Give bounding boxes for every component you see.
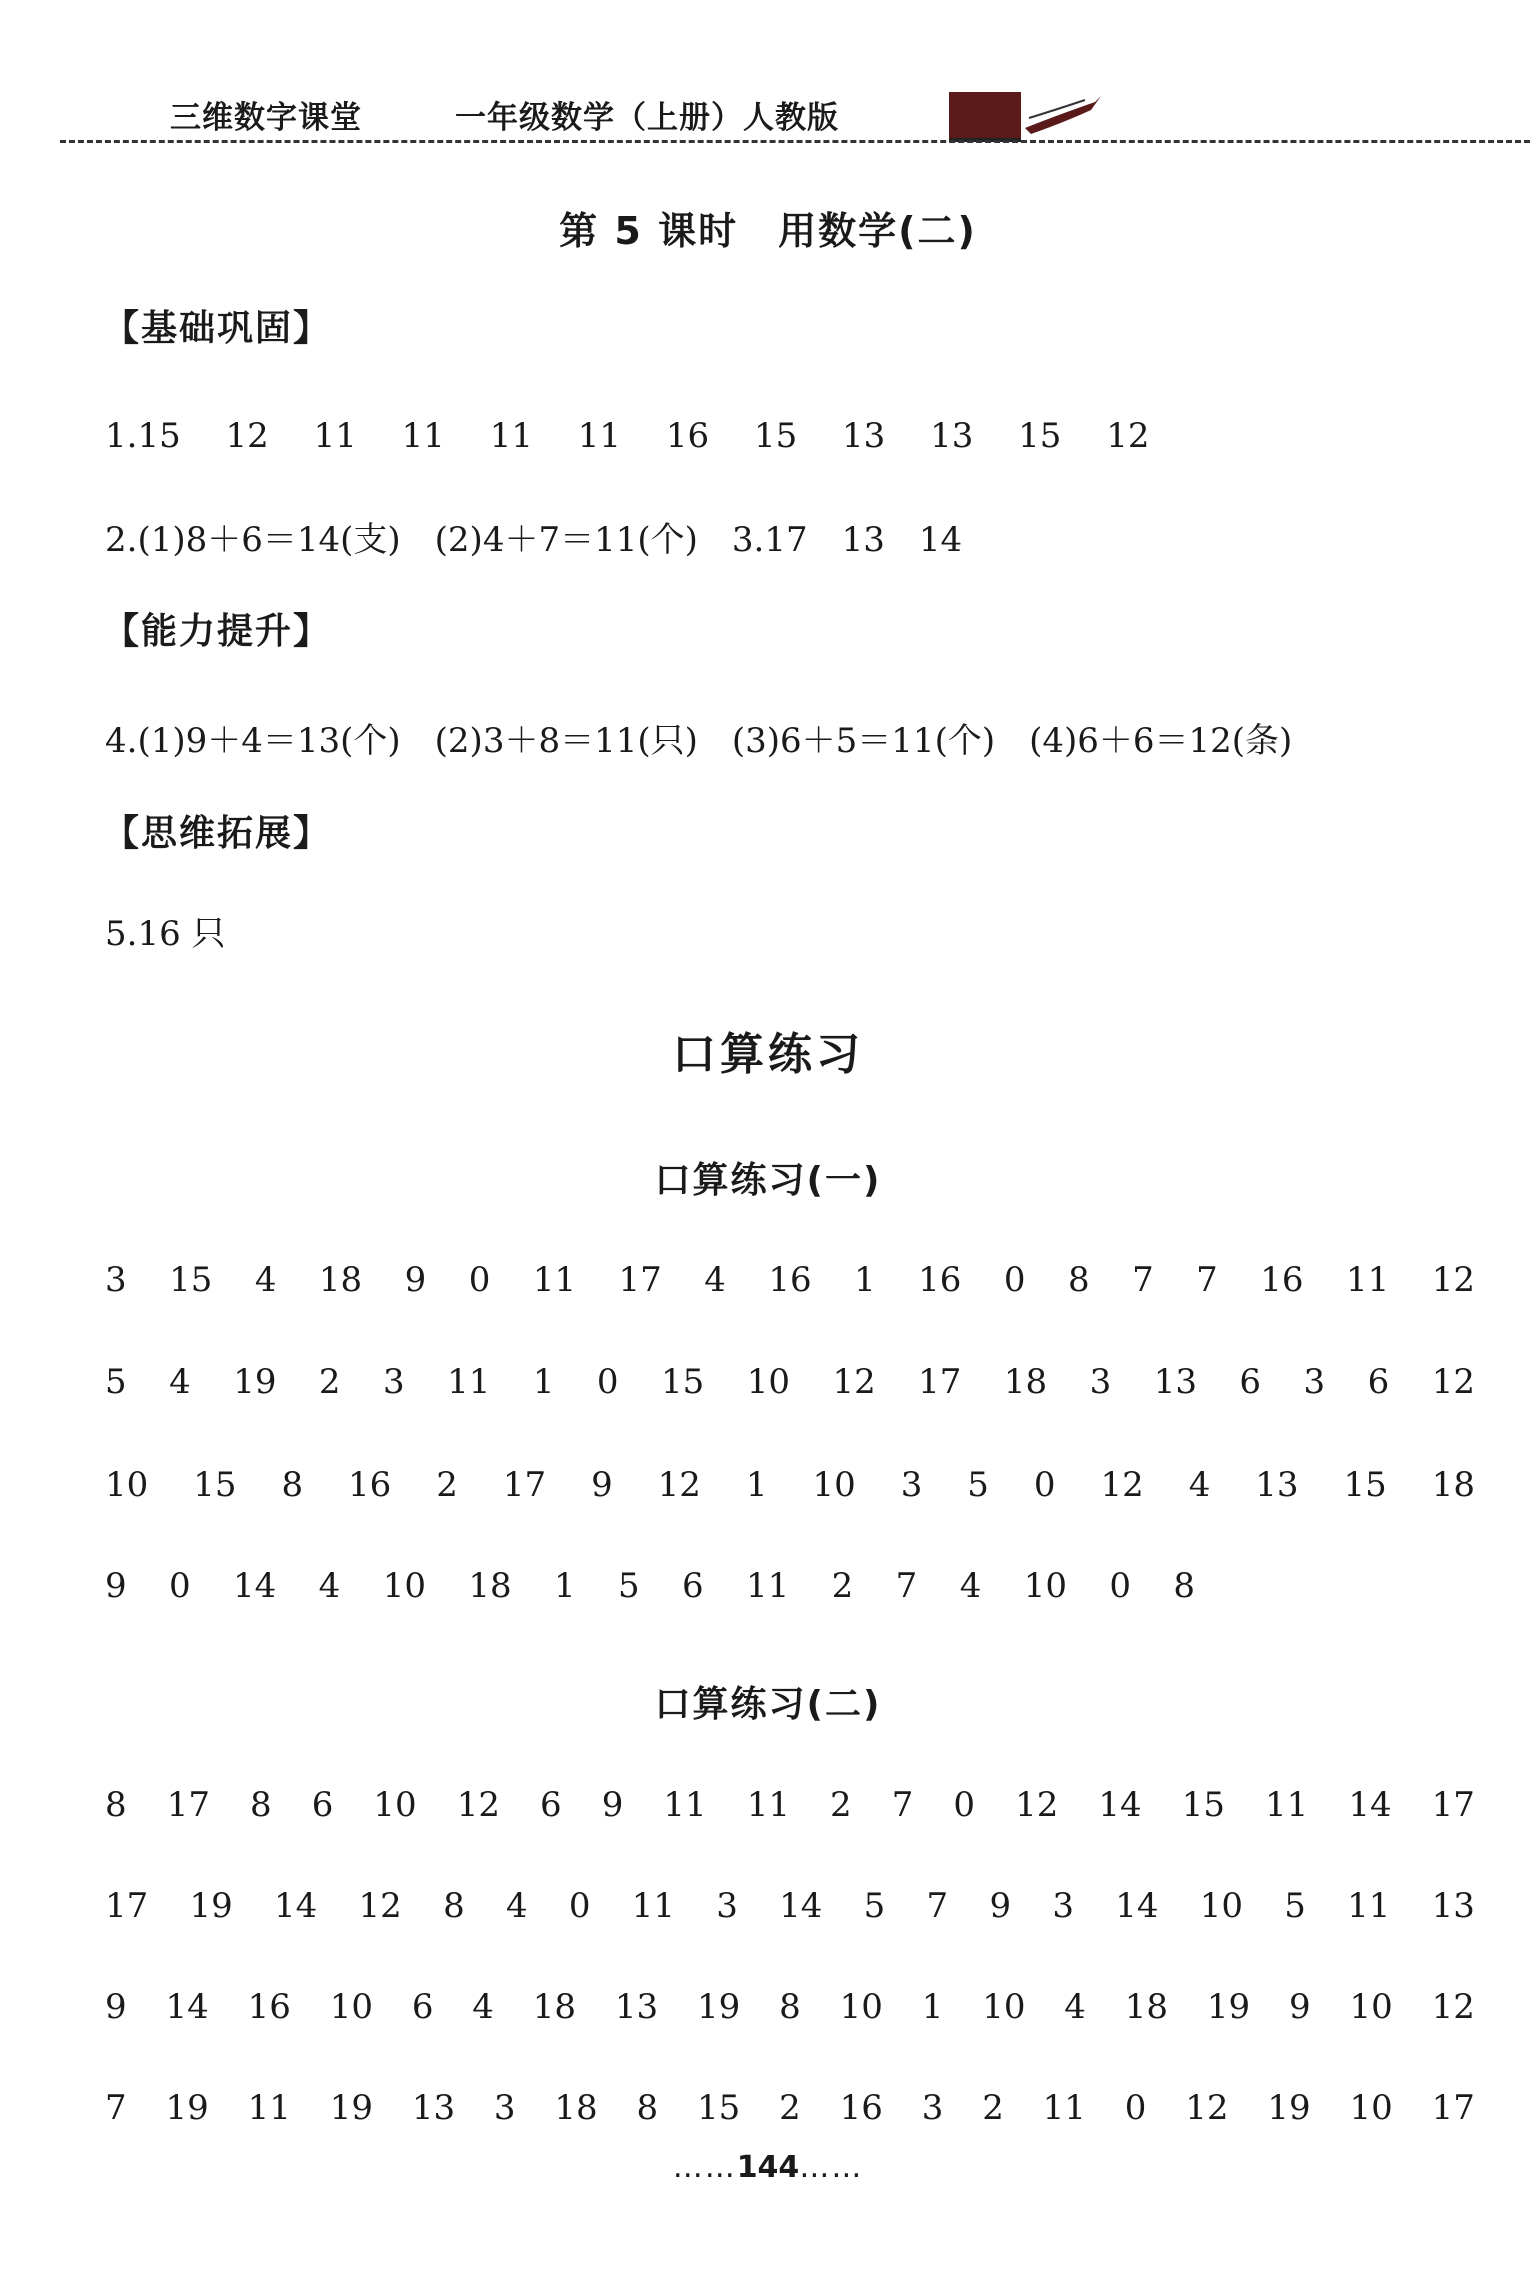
section-thinking: 【思维拓展】: [103, 813, 332, 854]
oral-answer: 14: [1098, 1785, 1142, 1825]
answer-q2-q3: 2.(1)8＋6＝14(支) (2)4＋7＝11(个) 3.17 13 14: [105, 520, 963, 560]
oral-answer: 9: [105, 1566, 127, 1606]
oral-answer: 11: [663, 1785, 707, 1825]
oral-answer: 17: [1431, 1785, 1475, 1825]
oral-answer: 12: [1431, 1260, 1475, 1300]
answer-q4: 4.(1)9＋4＝13(个) (2)3＋8＝11(只) (3)6＋5＝11(个) (4)6＋6＝12(条): [105, 721, 1293, 761]
oral-answer: 1: [921, 1987, 944, 2027]
oral-answer: 1: [854, 1260, 876, 1300]
oral-answer: 5: [967, 1465, 989, 1505]
oral-practice-title: 口算练习: [672, 1029, 864, 1080]
oral-answer: 19: [233, 1362, 277, 1402]
oral-answer: 16: [247, 1987, 291, 2027]
oral-answer: 11: [247, 2088, 291, 2128]
oral1-row-1: [105, 1258, 1475, 1302]
oral-answer: 12: [832, 1362, 876, 1402]
oral-answer: 12: [1015, 1785, 1059, 1825]
oral-answer: 9: [601, 1785, 624, 1825]
oral-answer: 11: [1265, 1785, 1309, 1825]
oral-answer: 4: [254, 1260, 277, 1300]
oral-answer: 6: [682, 1566, 704, 1606]
oral-answer: 8: [250, 1785, 272, 1825]
oral-answer: 10: [812, 1465, 856, 1505]
oral-answer: 17: [105, 1886, 149, 1926]
oral1-row-2: [105, 1360, 1475, 1404]
oral-answer: 7: [926, 1886, 949, 1926]
oral-answer: 6: [311, 1785, 334, 1825]
oral-answer: 6: [540, 1785, 562, 1825]
oral-answer: 16: [348, 1465, 392, 1505]
oral-answer: 14: [233, 1566, 277, 1606]
oral-answer: 3: [921, 2088, 944, 2128]
oral-answer: 13: [1153, 1362, 1197, 1402]
oral-answer: 6: [1239, 1362, 1262, 1402]
oral-answer: 12: [1431, 1362, 1475, 1402]
oral-answer: 14: [274, 1886, 318, 1926]
oral-answer: 4: [169, 1362, 191, 1402]
oral-answer: 19: [1267, 2088, 1311, 2128]
oral-answer: 13: [1431, 1886, 1475, 1926]
oral-answer: 2: [831, 1566, 854, 1606]
rocket-logo-icon: [945, 88, 1105, 148]
oral-answer: 16: [1260, 1260, 1304, 1300]
oral-answer: 19: [329, 2088, 373, 2128]
oral2-row-4: [105, 2086, 1475, 2130]
oral-answer: 0: [468, 1260, 491, 1300]
oral-answer: 7: [105, 2088, 127, 2128]
oral-answer: 4: [959, 1566, 982, 1606]
oral-answer: 8: [636, 2088, 659, 2128]
header-divider: [60, 140, 1530, 143]
oral-answer: 11: [631, 1886, 675, 1926]
oral-answer: 11: [746, 1566, 790, 1606]
oral-practice-2-title: 口算练习(二): [654, 1684, 882, 1725]
oral-answer: 13: [614, 1987, 659, 2027]
oral-answer: 16: [918, 1260, 962, 1300]
oral-answer: 15: [697, 2088, 741, 2128]
oral-answer: 9: [591, 1465, 613, 1505]
oral2-row-1: [105, 1783, 1475, 1827]
oral-answer: 19: [697, 1987, 741, 2027]
oral-answer: 0: [1109, 1566, 1131, 1606]
oral-answer: 3: [1052, 1886, 1074, 1926]
oral-answer: 0: [1124, 2088, 1147, 2128]
oral-answer: 11: [532, 1260, 577, 1300]
oral-answer: 14: [779, 1886, 823, 1926]
oral-answer: 18: [554, 2088, 598, 2128]
oral-answer: 12: [1431, 1987, 1475, 2027]
oral-answer: 17: [918, 1362, 962, 1402]
oral-practice-1-title: 口算练习(一): [654, 1160, 882, 1201]
oral-answer: 9: [989, 1886, 1012, 1926]
oral-answer: 0: [596, 1362, 619, 1402]
oral-answer: 3: [493, 2088, 516, 2128]
oral-answer: 1: [553, 1566, 576, 1606]
oral-answer: 2: [779, 2088, 801, 2128]
oral-answer: 6: [1367, 1362, 1390, 1402]
oral-answer: 11: [1345, 1260, 1390, 1300]
oral-answer: 10: [373, 1785, 417, 1825]
oral-answer: 18: [532, 1987, 577, 2027]
oral-answer: 4: [318, 1566, 341, 1606]
oral-answer: 4: [1064, 1987, 1086, 2027]
oral-answer: 5: [617, 1566, 640, 1606]
oral-answer: 9: [1289, 1987, 1311, 2027]
oral-answer: 17: [166, 1785, 210, 1825]
oral-answer: 3: [716, 1886, 738, 1926]
oral-answer: 13: [1255, 1465, 1299, 1505]
oral-answer: 18: [468, 1566, 512, 1606]
oral-answer: 11: [1347, 1886, 1391, 1926]
oral-answer: 12: [1100, 1465, 1144, 1505]
oral-answer: 4: [1188, 1465, 1211, 1505]
oral-answer: 5: [1284, 1886, 1306, 1926]
oral-answer: 11: [1042, 2088, 1086, 2128]
oral-answer: 10: [329, 1987, 373, 2027]
oral1-row-3: [105, 1463, 1475, 1507]
page-dots-left: ……: [672, 2150, 737, 2185]
page-number: [0, 2150, 1536, 2185]
oral-answer: 8: [443, 1886, 465, 1926]
oral-answer: 3: [900, 1465, 923, 1505]
oral-answer: 10: [1199, 1886, 1243, 1926]
section-basic: 【基础巩固】: [103, 308, 332, 349]
oral-answer: 10: [982, 1987, 1026, 2027]
oral-answer: 19: [189, 1886, 233, 1926]
oral2-row-3: [105, 1985, 1475, 2029]
oral-answer: 13: [411, 2088, 456, 2128]
oral-answer: 10: [1023, 1566, 1067, 1606]
oral-answer: 14: [1115, 1886, 1159, 1926]
oral-answer: 16: [839, 2088, 883, 2128]
oral-answer: 0: [1033, 1465, 1056, 1505]
oral-answer: 19: [165, 2088, 209, 2128]
oral-answer: 10: [105, 1465, 149, 1505]
oral-answer: 10: [746, 1362, 790, 1402]
oral-answer: 18: [1003, 1362, 1048, 1402]
oral-answer: 12: [358, 1886, 402, 1926]
oral-answer: 18: [1431, 1465, 1475, 1505]
oral-answer: 0: [568, 1886, 591, 1926]
oral-answer: 7: [1196, 1260, 1218, 1300]
oral-answer: 3: [383, 1362, 405, 1402]
page-header: [0, 0, 1536, 160]
oral-answer: 19: [1206, 1987, 1251, 2027]
oral-answer: 15: [1343, 1465, 1387, 1505]
oral-answer: 9: [105, 1987, 127, 2027]
section-ability: 【能力提升】: [103, 611, 332, 652]
oral-answer: 8: [281, 1465, 304, 1505]
oral-answer: 8: [1173, 1566, 1195, 1606]
page-number-value: 144: [736, 2150, 800, 2185]
oral-answer: 3: [1089, 1362, 1112, 1402]
oral-answer: 15: [193, 1465, 237, 1505]
oral-answer: 17: [1431, 2088, 1475, 2128]
oral-answer: 15: [1181, 1785, 1225, 1825]
oral-answer: 10: [1349, 2088, 1393, 2128]
lesson-title: 第 5 课时 用数学(二): [559, 209, 977, 253]
oral-answer: 10: [1349, 1987, 1393, 2027]
oral-answer: 17: [502, 1465, 547, 1505]
oral1-row-4: [105, 1564, 1195, 1608]
oral-answer: 3: [105, 1260, 127, 1300]
oral-answer: 2: [436, 1465, 458, 1505]
oral2-row-2: [105, 1884, 1475, 1928]
oral-answer: 10: [382, 1566, 426, 1606]
oral-answer: 4: [472, 1987, 494, 2027]
brand-name: 三维数字课堂: [170, 100, 362, 136]
page-dots-right: ……: [799, 2150, 864, 2185]
answer-q1: 1.15 12 11 11 11 11 16 15 13 13 15 12: [105, 416, 1150, 456]
oral-answer: 12: [456, 1785, 500, 1825]
oral-answer: 6: [411, 1987, 434, 2027]
oral-answer: 14: [165, 1987, 209, 2027]
oral-answer: 0: [953, 1785, 976, 1825]
oral-answer: 7: [891, 1785, 914, 1825]
oral-answer: 14: [1348, 1785, 1392, 1825]
oral-answer: 4: [505, 1886, 528, 1926]
oral-answer: 2: [318, 1362, 341, 1402]
oral-answer: 11: [746, 1785, 790, 1825]
oral-answer: 5: [105, 1362, 127, 1402]
book-title: 一年级数学（上册）人教版: [455, 100, 839, 136]
oral-answer: 4: [704, 1260, 726, 1300]
oral-answer: 11: [447, 1362, 491, 1402]
oral-answer: 18: [1124, 1987, 1169, 2027]
oral-answer: 7: [895, 1566, 918, 1606]
oral-answer: 12: [657, 1465, 701, 1505]
oral-answer: 5: [863, 1886, 886, 1926]
oral-answer: 16: [768, 1260, 812, 1300]
oral-answer: 2: [830, 1785, 852, 1825]
oral-answer: 0: [1003, 1260, 1026, 1300]
answer-q5: 5.16 只: [105, 914, 226, 954]
oral-answer: 8: [779, 1987, 801, 2027]
oral-answer: 1: [745, 1465, 768, 1505]
oral-answer: 17: [618, 1260, 662, 1300]
oral-answer: 8: [105, 1785, 127, 1825]
oral-answer: 0: [169, 1566, 191, 1606]
oral-answer: 15: [169, 1260, 213, 1300]
oral-answer: 1: [532, 1362, 555, 1402]
oral-answer: 7: [1132, 1260, 1154, 1300]
oral-answer: 15: [661, 1362, 705, 1402]
oral-answer: 12: [1185, 2088, 1229, 2128]
oral-answer: 2: [982, 2088, 1004, 2128]
oral-answer: 10: [839, 1987, 883, 2027]
oral-answer: 8: [1067, 1260, 1090, 1300]
oral-answer: 9: [404, 1260, 427, 1300]
oral-answer: 18: [318, 1260, 363, 1300]
oral-answer: 3: [1303, 1362, 1326, 1402]
